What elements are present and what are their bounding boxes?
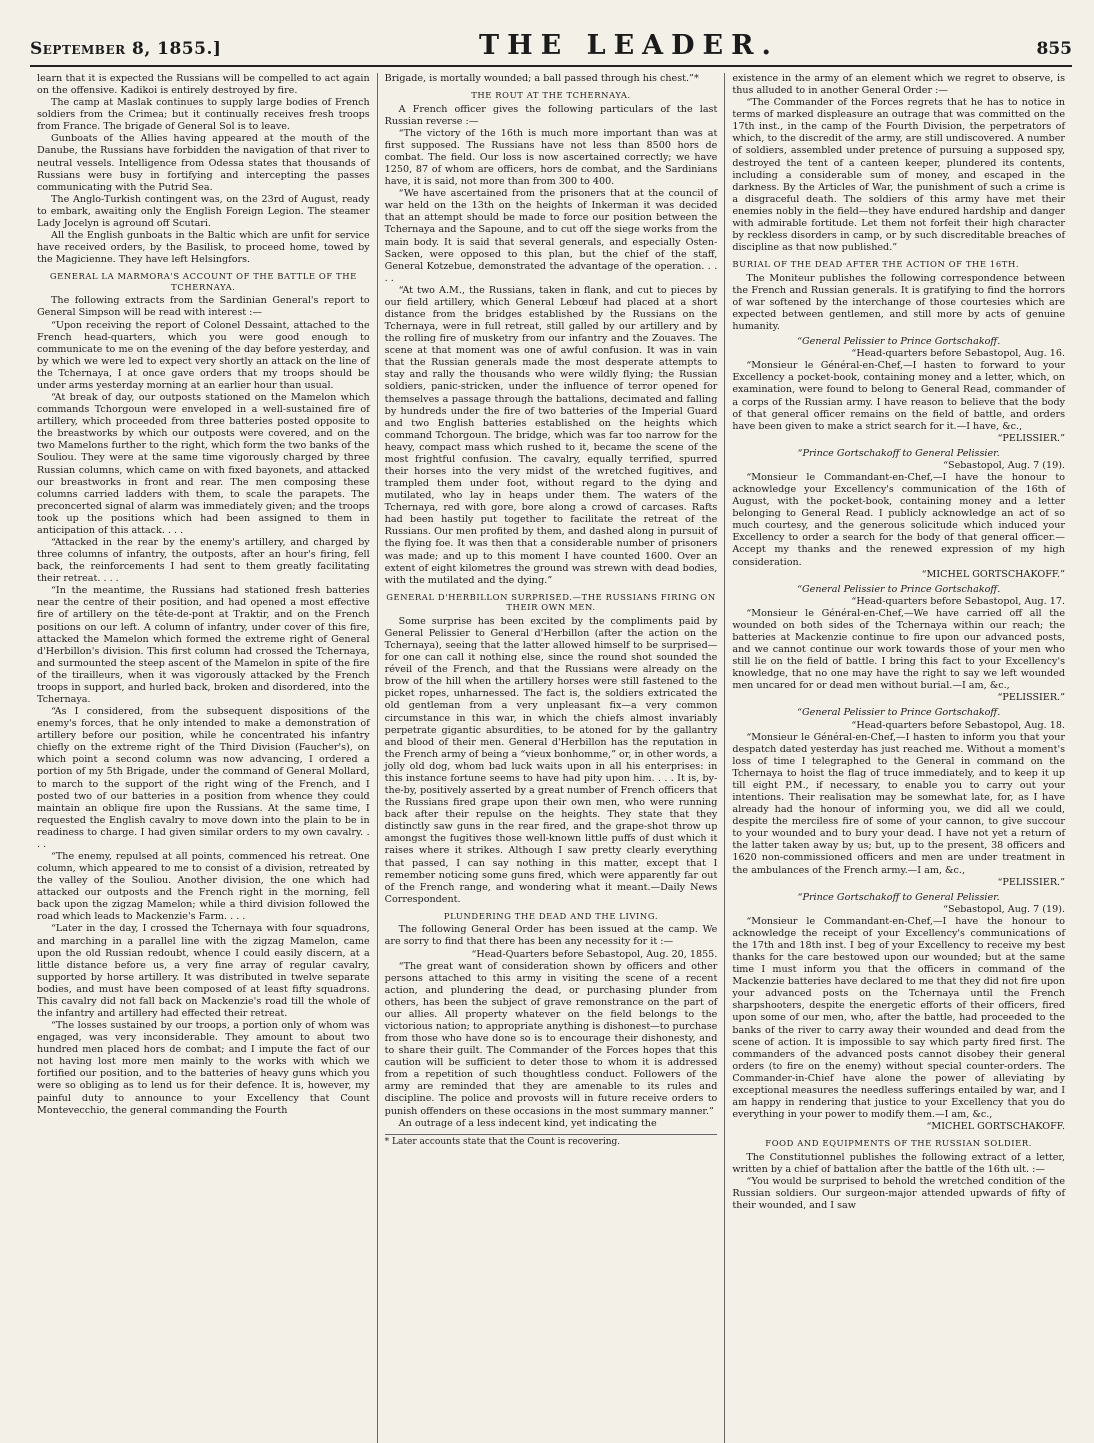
dateline: “Head-Quarters before Sebastopol, Aug. 20, 1855. — [471, 948, 718, 960]
letter-body: “Monsieur le Général-en-Chef,—I hasten to inform you that your despatch dated yesterday has just reached me. Without a moment's loss of time I telegraphed to the General in command on the Tchernaya to hoist the flag of truce immediately, and to keep it up till eight P.M., if necessary, to enable you to carry out your intentions. Their realisation may be somewhat late, for, as I have already had the honour of informing you, we did all we could, despite the merciless fire of some of your cannon, to give succour to your wounded and to bury your dead. I have not yet a return of the latter taken away by us; but, up to the present, 38 officers and 1620 non-commissioned officers and men are under treatment in the ambulances of the French army.—I am, &c., — [732, 731, 1066, 876]
letter-dateline: “Head-quarters before Sebastopol, Aug. 16. — [851, 348, 1066, 360]
letter-body: “Monsieur le Commandant-en-Chef,—I have the honour to acknowledge your Excellency's communication of the 16th of August, with the pocket-book, containing money and a letter belonging to General Read. I publicly acknowledge an act of so much courtesy, and the generous solicitude which induced your Excellency to order a search for the body of that general officer.—Accept my thanks and the renewed expression of my high consideration. — [732, 472, 1066, 568]
section-heading: FOOD AND EQUIPMENTS OF THE RUSSIAN SOLDIER. — [765, 1138, 1033, 1149]
paragraph: A French officer gives the following particulars of the last Russian reverse :— — [384, 103, 718, 127]
paragraph: “The great want of consideration shown by officers and other persons attached to this army in visiting the scene of a recent action, and plundering the dead, or purchasing plunder from others, has been the subject of grave remonstrance on the part of our allies. All property whatever on the field belongs to the victorious nation; to appropriate anything is dishonest—to purchase from those who have done so is to encourage their dishonesty, and to share their guilt. The Commander of the Forces hopes that this caution will be sufficient to deter those to whom it is addressed from a repetition of such thoughtless conduct. Followers of the army are reminded that they are amenable to its rules and discipline. The police and provosts will in future receive orders to punish offenders on these occasions in the most summary manner.” — [384, 960, 718, 1117]
paragraph: The camp at Maslak continues to supply large bodies of French soldiers from the Crimea; but it continually receives fresh troops from France. The brigade of General Sol is to leave. — [37, 97, 370, 133]
page-number: 855 — [1036, 39, 1072, 59]
paragraph: The following General Order has been issued at the camp. We are sorry to find that there has been any necessity for it :— — [384, 924, 718, 948]
paragraph: Some surprise has been excited by the compliments paid by General Pelissier to General d'Herbillon (after the action on the Tchernaya), seeing that the latter allowed himself to be surprised—for one can call it nothing else, since the round shot sounded the réveil of the French, and that the Russians were already on the brow of the hill when the artillery horses were still fastened to the picket ropes, unharnessed. The fact is, the soldiers extricated the old gentleman from a very unpleasant fix—a very common circumstance in this war, in which the chiefs almost invariably perpetrate gigantic absurdities, to be atoned for by the gallantry and blood of their men. General d'Herbillon has the reputation in the French army of being a “vieux bonhomme,” or, in other words, a jolly old dog, whom bad luck waits upon in all his enterprises: in this instance fortune seems to have had pity upon him. . . . It is, by-the-by, positively asserted by a great number of French officers that the Russians fired grape upon their own men, who were running back after their repulse on the heights. They state that they distinctly saw guns in the rear fired, and the grape-shot throw up amongst the fugitives those well-known little puffs of dust which it raises where it strikes. Although I saw pretty clearly everything that passed, I can say nothing in this matter, except that I remember noticing some guns fired, which were apparently far out of the French range, and wondering what it meant.—Daily News Correspondent. — [384, 615, 718, 905]
paragraph: “The enemy, repulsed at all points, commenced his retreat. One column, which appeared to me to consist of a division, retreated by the valley of the Souliou. Another division, the one which had attacked our outposts and the French right in the morning, fell back upon the zigzag Mamelon; while a third division followed the road which leads to Mackenzie's Farm. . . . — [37, 851, 370, 923]
letter-heading: “Prince Gortschakoff to General Pelissier. — [797, 447, 1000, 459]
paragraph: An outrage of a less indecent kind, yet indicating the — [398, 1117, 657, 1129]
letter-heading: “General Pelissier to Prince Gortschakoff. — [797, 707, 1001, 719]
paragraph: The Constitutionnel publishes the following extract of a letter, written by a chief of battalion after the battle of the 16th ult. :— — [732, 1151, 1066, 1175]
letter-dateline: “Head-quarters before Sebastopol, Aug. 17. — [851, 595, 1066, 607]
column-2 — [377, 73, 725, 1443]
letter-signature: “MICHEL GORTSCHAKOFF. — [926, 1121, 1066, 1133]
paragraph: “The victory of the 16th is much more important than was at first supposed. The Russians have not less than 8500 hors de combat. The field. Our loss is now ascertained correctly; we have 1250, 87 of whom are officers, hors de combat, and the Sardinians have, it is said, not more than from 300 to 400. — [384, 127, 718, 188]
paragraph: “At break of day, our outposts stationed on the Mamelon which commands Tchorgoun were enveloped in a well-sustained fire of artillery, which proceeded from three batteries posted opposite to the breastworks by which our outposts were covered, and on the two Mamelons further to the right, which form the two banks of the Souliou. They were at the same time vigorously charged by three Russian columns, which came on with fixed bayonets, and attacked our breastworks in front and rear. The men composing these columns carried ladders with them, to scale the parapets. The preconcerted signal of alarm was immediately given; and the troops took up the positions which had been assigned to them in anticipation of this attack. . . . — [37, 392, 370, 536]
paragraph: “Attacked in the rear by the enemy's artillery, and charged by three columns of infantry, the outposts, after an hour's firing, fell back, the reinforcements I had sent to them greatly facilitating their retreat. . . . — [37, 536, 370, 585]
footnote: * Later accounts state that the Count is recovering. — [385, 1134, 718, 1148]
column-3 — [724, 73, 1072, 1443]
section-heading: PLUNDERING THE DEAD AND THE LIVING. — [443, 910, 659, 921]
column-1 — [30, 73, 377, 1443]
letter-heading: “General Pelissier to Prince Gortschakoff. — [797, 583, 1001, 595]
article-columns — [30, 73, 1072, 1443]
paragraph: “In the meantime, the Russians had stationed fresh batteries near the centre of their position, and had opened a most effective fire of artillery on the tête-de-pont at Traktir, and on the French positions on our left. A column of infantry, under cover of this fire, attacked the Mamelon which formed the extreme right of General d'Herbillon's division. This first column had crossed the Tchernaya, and surmounted the steep ascent of the Mamelon in spite of the fire of the tirailleurs, when it was vigorously attacked by the French troops in support, and hurled back, broken and disordered, into the Tchernaya. — [37, 585, 370, 705]
letter-body: “Monsieur le Commandant-en-Chef,—I have the honour to acknowledge the receipt of your Excellency's communications of the 17th and 18th inst. I beg of your Excellency to receive my best thanks for the care bestowed upon our wounded; but at the same time I must inform you that the officers in command of the Mackenzie batteries have declared to me that they did not fire upon your advanced posts on the Tchernaya until the French sharpshooters, despite the energetic efforts of their officers, fired upon some of our men, who, after the battle, had proceeded to the banks of the river to carry away their wounded and dead from the scene of action. It is impossible to say which party fired first. The commanders of the advanced posts cannot disobey their general orders (to fire on the enemy) without special counter-orders. The Commander-in-Chief have alone the power of alleviating by exceptional measures the needless sufferings entailed by war, and I am happy in rendering that justice to your Excellency that you do everything in your power to modify them.—I am, &c., — [732, 915, 1066, 1121]
paragraph: “Upon receiving the report of Colonel Dessaint, attached to the French head-quarters, which you were good enough to communicate to me on the evening of the day before yesterday, and by which we were led to expect very shortly an attack on the line of the Tchernaya, I at once gave orders that my troops should be under arms yesterday morning at an earlier hour than usual. — [37, 319, 370, 391]
issue-date: September 8, 1855.] — [30, 39, 222, 59]
paragraph: All the English gunboats in the Baltic which are unfit for service have received orders, by the Basilisk, to proceed home, towed by the Magicienne. They have left Helsingfors. — [37, 230, 370, 266]
newspaper-title: THE LEADER. — [479, 30, 779, 61]
paragraph: The Anglo-Turkish contingent was, on the 23rd of August, ready to embark, awaiting only the English Foreign Legion. The steamer Lady Jocelyn is aground off Scutari. — [37, 193, 370, 229]
section-heading: THE ROUT AT THE TCHERNAYA. — [471, 90, 631, 101]
letter-signature: “PELISSIER.” — [997, 692, 1066, 704]
letter-dateline: “Sebastopol, Aug. 7 (19). — [943, 459, 1066, 471]
paragraph: “The losses sustained by our troops, a portion only of whom was engaged, was very inconsiderable. They amount to about two hundred men placed hors de combat; and I impute the fact of our not having lost more men mainly to the works with which we fortified our position, and to the batteries of heavy guns which you were so obliging as to lend us for their defence. It is, however, my painful duty to announce to your Excellency that Count Montevecchio, the general commanding the Fourth — [37, 1020, 370, 1116]
letter-heading: “General Pelissier to Prince Gortschakoff. — [797, 336, 1001, 348]
letter-heading: “Prince Gortschakoff to General Pelissier. — [797, 891, 1000, 903]
letter-dateline: “Head-quarters before Sebastopol, Aug. 18. — [851, 719, 1066, 731]
letter-signature: “PELISSIER.” — [997, 432, 1066, 444]
letter-body: “Monsieur le Général-en-Chef,—I hasten to forward to your Excellency a pocket-book, containing money and a letter, which, on examination, were found to belong to General Read, commander of a corps of the Russian army. I have reason to believe that the body of that general officer remains on the field of battle, and orders have been given to make a strict search for it.—I have, &c., — [732, 360, 1066, 432]
paragraph: “Later in the day, I crossed the Tchernaya with four squadrons, and marching in a parallel line with the zigzag Mamelon, came upon the old Russian redoubt, whence I could easily discern, at a little distance before us, a very fine array of regular cavalry, supported by horse artillery. It was distributed in twelve separate bodies, and must have been composed of at least fifty squadrons. This cavalry did not fall back on Mackenzie's road till the whole of the infantry and artillery had effected their retreat. — [37, 923, 370, 1020]
letter-dateline: “Sebastopol, Aug. 7 (19). — [943, 903, 1066, 915]
section-heading: GENERAL D'HERBILLON SURPRISED.—THE RUSSIANS FIRING ON THEIR OWN MEN. — [386, 591, 716, 613]
paragraph: existence in the army of an element which we regret to observe, is thus alluded to in another General Order :— — [732, 73, 1066, 97]
paragraph: The following extracts from the Sardinian General's report to General Simpson will be read with interest :— — [37, 295, 370, 319]
paragraph: “We have ascertained from the prisoners that at the council of war held on the 13th on the heights of Inkerman it was decided that an attempt should be made to force our position between the Tchernaya and the Sapoune, and to cut off the siege works from the main body. It is said that several generals, and especially Osten-Sacken, were opposed to this plan, but the chief of the staff, General Kotzebue, demonstrated the advantage of the operation. . . . . — [384, 188, 718, 284]
paragraph: learn that it is expected the Russians will be compelled to act again on the offensive. Kadikoi is entirely destroyed by fire. — [37, 73, 370, 97]
letter-signature: “PELISSIER.” — [997, 876, 1066, 888]
letter-signature: “MICHEL GORTSCHAKOFF.” — [921, 568, 1066, 580]
paragraph: “The Commander of the Forces regrets that he has to notice in terms of marked displeasure an outrage that was committed on the 17th inst., in the camp of the Fourth Division, the perpetrators of which, to the discredit of the army, are still undiscovered. A number of soldiers, assembled under pretence of pursuing a supposed spy, destroyed the tent of a canteen keeper, plundered its contents, including a considerable sum of money, and escaped in the darkness. By the Articles of War, the punishment of such a crime is a disgraceful death. The soldiers of this army have met their enemies nobly in the field—they have endured hardship and danger with admirable fortitude. Let them not forfeit their high character by reckless disorders in camp, or by such discreditable breaches of discipline as that now published.” — [732, 97, 1066, 254]
letter-body: “Monsieur le Général-en-Chef,—We have carried off all the wounded on both sides of the Tchernaya within our reach; the batteries at Mackenzie continue to fire upon our advanced posts, and we cannot continue our work towards those of your men who still lie on the field of battle. I bring this fact to your Excellency's knowledge, that no one may have the right to say we left wounded men uncared for or dead men without burial.—I am, &c., — [732, 607, 1066, 692]
paragraph: “You would be surprised to behold the wretched condition of the Russian soldiers. Our surgeon-major attended upwards of fifty of their wounded, and I saw — [732, 1175, 1066, 1212]
section-heading: GENERAL LA MARMORA'S ACCOUNT OF THE BATTLE OF THE TCHERNAYA. — [49, 271, 357, 292]
paragraph: Brigade, is mortally wounded; a ball passed through his chest.”* — [384, 73, 699, 84]
paragraph: The Moniteur publishes the following correspondence between the French and Russian generals. It is gratifying to find the horrors of war softened by the interchange of those courtesies which are expected between gentlemen, and still more by acts of genuine humanity. — [732, 272, 1066, 333]
paragraph: “As I considered, from the subsequent dispositions of the enemy's forces, that he only intended to make a demonstration of artillery before our position, while he concentrated his infantry chiefly on the extreme right of the Third Division (Faucher's), on which point a second column was now advancing, I ordered a portion of my 5th Brigade, under the command of General Mollard, to march to the support of the right wing of the French, and I posted two of our batteries in a position from whence they could maintain an oblique fire upon the Russians. At the same time, I requested the English cavalry to move down into the plain to be in readiness to charge. I had given similar orders to my own cavalry. . . . — [37, 706, 370, 850]
masthead — [30, 30, 1072, 67]
paragraph: Gunboats of the Allies having appeared at the mouth of the Danube, the Russians have forbidden the navigation of that river to neutral vessels. Intelligence from Odessa states that thousands of Russians were busy in fortifying and intercepting the passes communicating with the Putrid Sea. — [37, 133, 370, 193]
paragraph: “At two A.M., the Russians, taken in flank, and cut to pieces by our field artillery, which General Lebœuf had placed at a short distance from the bridges established by the Russians on the Tchernaya, were in full retreat, still galled by our artillery and by the rolling fire of musketry from our infantry and the Zouaves. The scene at that moment was one of awful confusion. It was in vain that the Russian generals made the most desperate attempts to stay and rally the thousands who were wildly flying; the Russian soldiers, panic-stricken, under the influence of terror opened for themselves a passage through the battalions, decimated and falling by hundreds under the fire of two batteries of the Imperial Guard and two English batteries established on the heights which command Tchorgoun. The bridge, which was far too narrow for the heavy, compact mass which rushed to it, became the scene of the most frightful confusion. The cavalry, equally terrified, spurred their horses into the very midst of the wretched fugitives, and trampled them under foot, without regard to the dying and mutilated, who lay in heaps under them. The waters of the Tchernaya, red with gore, bore along a crowd of carcases. Rafts had been hastily put together to facilitate the retreat of the Russians. Our men profited by them, and dashed along in pursuit of the flying foe. It was then that a considerable number of prisoners was made; and up to this moment I have counted 1600. Over an extent of eight kilometres the ground was strewn with dead bodies, with the mutilated and the dying.” — [384, 284, 718, 586]
section-heading: BURIAL OF THE DEAD AFTER THE ACTION OF THE 16TH. — [732, 259, 1020, 270]
